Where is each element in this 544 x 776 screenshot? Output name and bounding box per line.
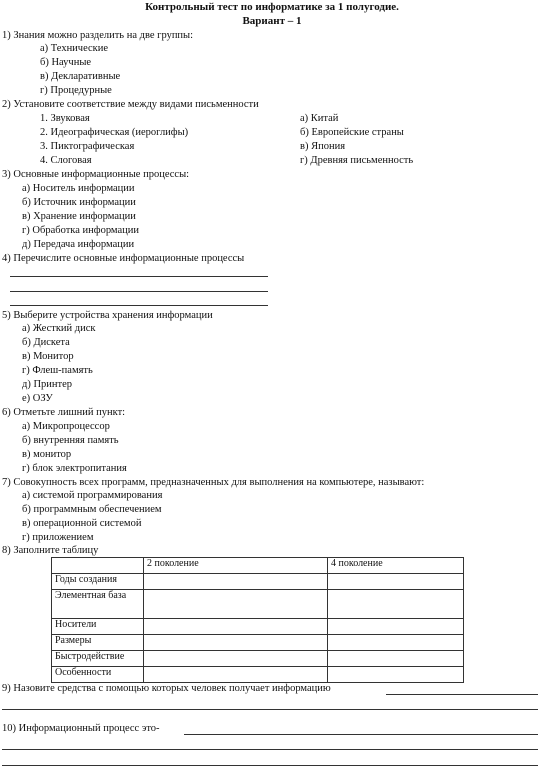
table-row	[52, 619, 464, 635]
table-row-label: Особенности	[52, 667, 144, 683]
table-row	[52, 590, 464, 619]
q5-option-a[interactable]: а) Жесткий диск	[22, 323, 96, 334]
q5-option-b[interactable]: б) Дискета	[22, 337, 70, 348]
table-answer-cell[interactable]	[328, 590, 464, 619]
table-answer-cell[interactable]	[328, 619, 464, 635]
q2-left-2: 2. Идеографическая (иероглифы)	[40, 127, 189, 138]
table-answer-cell[interactable]	[328, 651, 464, 667]
table-answer-cell[interactable]	[328, 635, 464, 651]
generations-table	[51, 557, 464, 683]
table-answer-cell[interactable]	[144, 619, 328, 635]
question-1: 1) Знания можно разделить на две группы:	[2, 30, 194, 41]
table-row	[52, 651, 464, 667]
table-answer-cell[interactable]	[144, 590, 328, 619]
question-6: 6) Отметьте лишний пункт:	[2, 407, 126, 418]
table-row-label: Элементная база	[52, 590, 144, 619]
table-header-cell: 4 поколение	[328, 558, 464, 574]
table-answer-cell[interactable]	[144, 667, 328, 683]
question-10: 10) Информационный процесс это-	[2, 723, 160, 734]
q2-left-1: 1. Звуковая	[40, 113, 90, 124]
q2-right-c: в) Япония	[300, 141, 346, 152]
q4-answer-line-3[interactable]	[10, 305, 268, 306]
q10-answer-line-2[interactable]	[2, 749, 538, 750]
q5-option-f[interactable]: е) ОЗУ	[22, 393, 53, 404]
table-answer-cell[interactable]	[144, 651, 328, 667]
question-5: 5) Выберите устройства хранения информации	[2, 310, 213, 321]
question-2: 2) Установите соответствие между видами письменности	[2, 99, 259, 110]
q3-option-d[interactable]: г) Обработка информации	[22, 225, 140, 236]
table-answer-cell[interactable]	[328, 574, 464, 590]
q2-left-4: 4. Слоговая	[40, 155, 92, 166]
table-row-label: Носители	[52, 619, 144, 635]
table-row-label: Размеры	[52, 635, 144, 651]
q1-option-b[interactable]: б) Научные	[40, 57, 92, 68]
q9-answer-line-1[interactable]	[386, 694, 538, 695]
q6-option-a[interactable]: а) Микропроцессор	[22, 421, 110, 432]
table-row-label: Годы создания	[52, 574, 144, 590]
q6-option-c[interactable]: в) монитор	[22, 449, 72, 460]
question-8: 8) Заполните таблицу	[2, 545, 99, 556]
q7-option-c[interactable]: в) операционной системой	[22, 518, 142, 529]
q2-right-a: а) Китай	[300, 113, 339, 124]
table-row	[52, 574, 464, 590]
variant-label: Вариант – 1	[242, 15, 302, 27]
q6-option-d[interactable]: г) блок электропитания	[22, 463, 127, 474]
q9-answer-line-2[interactable]	[2, 709, 538, 710]
question-7: 7) Совокупность всех программ, предназначенных для выполнения на компьютере, называют:	[2, 477, 425, 488]
question-3: 3) Основные информационные процессы:	[2, 169, 190, 180]
q4-answer-line-1[interactable]	[10, 276, 268, 277]
table-header-row	[52, 558, 464, 574]
q7-option-d[interactable]: г) приложением	[22, 532, 94, 543]
q10-answer-line-1[interactable]	[184, 734, 538, 735]
q1-option-c[interactable]: в) Декларативные	[40, 71, 121, 82]
q3-option-b[interactable]: б) Источник информации	[22, 197, 136, 208]
table-row-label: Быстродействие	[52, 651, 144, 667]
q5-option-d[interactable]: г) Флеш-память	[22, 365, 93, 376]
table-answer-cell[interactable]	[328, 667, 464, 683]
q6-option-b[interactable]: б) внутренняя память	[22, 435, 119, 446]
q2-right-b: б) Европейские страны	[300, 127, 404, 138]
table-answer-cell[interactable]	[144, 635, 328, 651]
q4-answer-line-2[interactable]	[10, 291, 268, 292]
q1-option-a[interactable]: а) Технические	[40, 43, 109, 54]
test-title: Контрольный тест по информатике за 1 полугодие.	[145, 1, 399, 13]
q3-option-c[interactable]: в) Хранение информации	[22, 211, 136, 222]
question-4: 4) Перечислите основные информационные процессы	[2, 253, 245, 264]
table-header-cell	[52, 558, 144, 574]
question-9: 9) Назовите средства с помощью которых человек получает информацию	[2, 683, 331, 694]
q3-option-a[interactable]: а) Носитель информации	[22, 183, 135, 194]
table-header-cell: 2 поколение	[144, 558, 328, 574]
q1-option-d[interactable]: г) Процедурные	[40, 85, 112, 96]
q10-answer-line-3[interactable]	[2, 765, 538, 766]
q7-option-a[interactable]: а) системой программирования	[22, 490, 163, 501]
table-answer-cell[interactable]	[144, 574, 328, 590]
q2-right-d: г) Древняя письменность	[300, 155, 414, 166]
q5-option-e[interactable]: д) Принтер	[22, 379, 73, 390]
table-row	[52, 667, 464, 683]
q7-option-b[interactable]: б) программным обеспечением	[22, 504, 162, 515]
q5-option-c[interactable]: в) Монитор	[22, 351, 74, 362]
table-row	[52, 635, 464, 651]
q2-left-3: 3. Пиктографическая	[40, 141, 135, 152]
q3-option-e[interactable]: д) Передача информации	[22, 239, 135, 250]
